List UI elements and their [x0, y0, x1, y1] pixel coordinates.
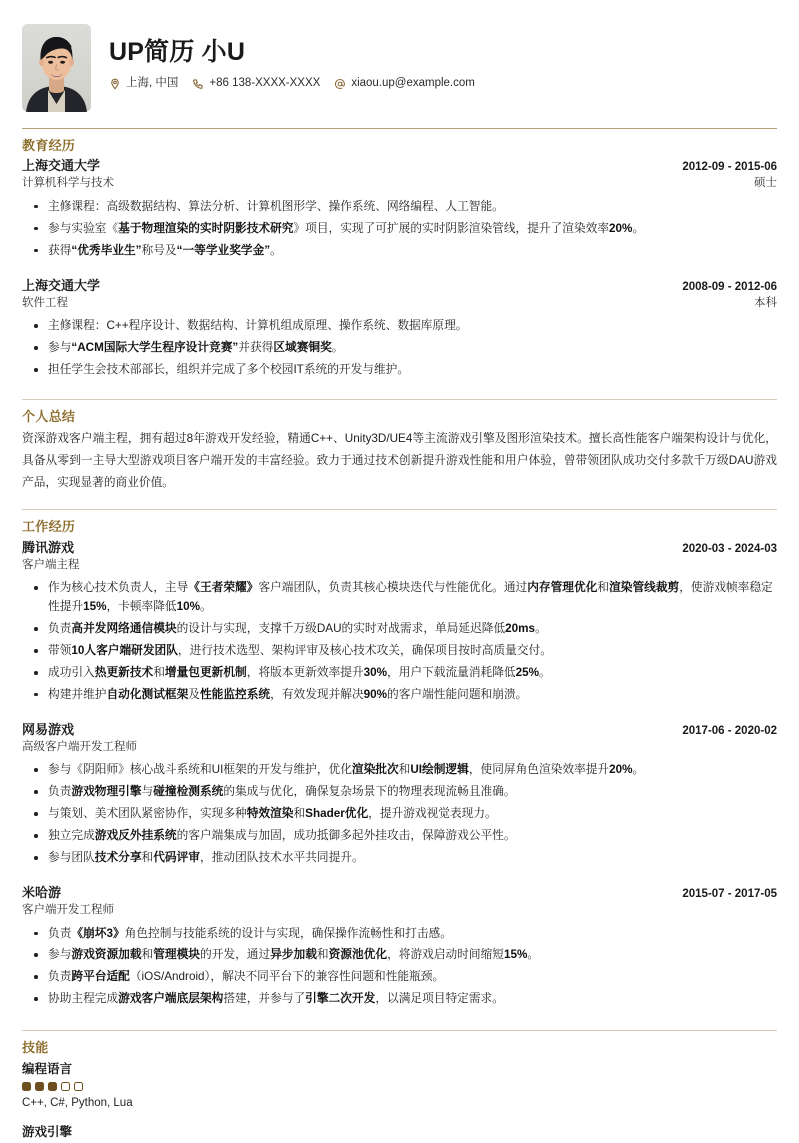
page-title: UP简历 小U — [109, 38, 246, 66]
education-entry — [22, 275, 777, 380]
rating-dot-empty — [74, 1082, 83, 1091]
list-item: 负责高并发网络通信模块的设计与实现，支撑千万级DAU的实时对战需求，单局延迟降低20ms。 — [22, 620, 777, 639]
list-item: 参与“ACM国际大学生程序设计竞赛”并获得区域赛铜奖。 — [22, 339, 777, 358]
list-item: 参与团队技术分享和代码评审，推动团队技术水平共同提升。 — [22, 849, 777, 868]
section-divider — [22, 1030, 777, 1031]
section-work — [22, 509, 777, 1014]
education-major: 计算机科学与技术 — [22, 177, 114, 190]
section-divider — [22, 509, 777, 510]
list-item: 担任学生会技术部部长，组织并完成了多个校园IT系统的开发与维护。 — [22, 361, 777, 380]
work-role: 客户端主程 — [22, 558, 80, 571]
list-item: 参与《阴阳师》核心战斗系统和UI框架的开发与维护，优化渲染批次和UI绘制逻辑，使同屏角色渲染效率提升20%。 — [22, 761, 777, 780]
work-role: 客户端开发工程师 — [22, 904, 114, 916]
education-org: 上海交通大学 — [22, 277, 101, 293]
list-item: 与策划、美术团队紧密协作，实现多种特效渲染和Shader优化，提升游戏视觉表现力。 — [22, 805, 777, 824]
work-entry — [22, 537, 777, 705]
contact-email — [334, 78, 475, 90]
list-item: 主修课程：C++程序设计、数据结构、计算机组成原理、操作系统、数据库原理。 — [22, 317, 777, 336]
entry-head — [22, 885, 777, 902]
list-item: 负责《崩坏3》角色控制与技能系统的设计与实现，确保操作流畅性和打击感。 — [22, 925, 777, 944]
contact-phone — [192, 78, 320, 90]
section-divider — [22, 128, 777, 129]
list-item: 参与游戏资源加载和管理模块的开发，通过异步加载和资源池优化，将游戏启动时间缩短15%。 — [22, 946, 777, 965]
list-item: 参与实验室《基于物理渲染的实时阴影技术研究》项目，实现了可扩展的实时阴影渲染管线，提升了渲染效率20%。 — [22, 220, 777, 239]
education-degree: 本科 — [754, 296, 777, 309]
entry-head — [22, 722, 777, 739]
work-date: 2017-06 - 2020-02 — [682, 724, 777, 737]
skill-group-name: 编程语言 — [22, 1061, 73, 1076]
summary-text: 资深游戏客户端主程，拥有超过8年游戏开发经验，精通C++、Unity3D/UE4等主流游戏引擎及图形渲染技术。擅长高性能客户端架构设计与优化，具备从零到一主导大型游戏项目客户端开发的丰富经验。致力于通过技术创新提升游戏性能和用户体验，曾带领团队成功交付多款千万级DAU游戏产品，实现显著的商业价值。 — [22, 432, 777, 489]
work-date: 2020-03 - 2024-03 — [682, 542, 777, 555]
entry-sub — [22, 558, 777, 574]
education-org: 上海交通大学 — [22, 158, 101, 174]
section-skills — [22, 1030, 777, 1143]
section-title-summary: 个人总结 — [22, 408, 76, 424]
skill-group-name: 游戏引擎 — [22, 1125, 73, 1140]
list-item: 构建并维护自动化测试框架及性能监控系统，有效发现并解决90%的客户端性能问题和崩溃。 — [22, 686, 777, 705]
rating-dot-filled — [35, 1082, 44, 1091]
list-item: 协助主程完成游戏客户端底层架构搭建，并参与了引擎二次开发，以满足项目特定需求。 — [22, 990, 777, 1009]
location-pin-icon — [109, 78, 121, 90]
entry-head — [22, 278, 777, 295]
contact-email-text: xiaou.up@example.com — [351, 77, 475, 89]
entry-head — [22, 158, 777, 175]
education-degree: 硕士 — [754, 177, 777, 190]
section-title-work: 工作经历 — [22, 519, 76, 535]
section-summary — [22, 399, 777, 496]
rating-dot-filled — [22, 1082, 31, 1091]
entry-sub — [22, 176, 777, 192]
education-bullets — [22, 317, 777, 380]
education-major: 软件工程 — [22, 296, 68, 309]
contact-phone-text: +86 138-XXXX-XXXX — [209, 77, 321, 89]
list-item: 作为核心技术负责人，主导《王者荣耀》客户端团队，负责其核心模块迭代与性能优化。通过内存管理优化和渲染管线裁剪，使游戏帧率稳定性提升15%，卡顿率降低10%。 — [22, 579, 777, 617]
contact-row — [109, 78, 777, 90]
list-item: 负责跨平台适配（iOS/Android），解决不同平台下的兼容性问题和性能瓶颈。 — [22, 968, 777, 987]
education-entry — [22, 155, 777, 260]
entry-sub — [22, 296, 777, 312]
rating-dot-filled — [48, 1082, 57, 1091]
email-at-icon — [334, 78, 346, 90]
work-entry — [22, 719, 777, 868]
skill-rating — [22, 1082, 777, 1091]
skill-items: C++, C#, Python, Lua — [22, 1097, 133, 1110]
work-date: 2015-07 - 2017-05 — [682, 888, 777, 901]
work-bullets — [22, 925, 777, 1010]
section-education — [22, 128, 777, 385]
work-company: 网易游戏 — [22, 721, 75, 737]
rating-dot-empty — [61, 1082, 70, 1091]
skill-group — [22, 1061, 777, 1113]
list-item: 带领10人客户端研发团队，进行技术选型、架构评审及核心技术攻关，确保项目按时高质量交付。 — [22, 642, 777, 661]
education-date: 2012-09 - 2015-06 — [682, 161, 777, 174]
entry-sub — [22, 740, 777, 756]
list-item: 负责游戏物理引擎与碰撞检测系统的集成与优化，确保复杂场景下的物理表现流畅且准确。 — [22, 783, 777, 802]
skill-group — [22, 1124, 777, 1141]
entry-sub — [22, 903, 777, 919]
education-bullets — [22, 198, 777, 261]
list-item: 获得“优秀毕业生”称号及“一等学业奖学金”。 — [22, 242, 777, 261]
list-item: 成功引入热更新技术和增量包更新机制，将版本更新效率提升30%，用户下载流量消耗降低25%。 — [22, 664, 777, 683]
header-text — [109, 24, 777, 90]
education-date: 2008-09 - 2012-06 — [682, 280, 777, 293]
resume-header — [22, 24, 777, 128]
work-bullets — [22, 579, 777, 705]
list-item: 独立完成游戏反外挂系统的客户端集成与加固，成功抵御多起外挂攻击，保障游戏公平性。 — [22, 827, 777, 846]
phone-icon — [192, 78, 204, 90]
work-bullets — [22, 761, 777, 868]
section-title-education: 教育经历 — [22, 138, 76, 153]
avatar — [22, 24, 91, 112]
work-company: 腾讯游戏 — [22, 539, 75, 555]
entry-head — [22, 540, 777, 557]
work-company: 米哈游 — [22, 885, 62, 901]
work-role: 高级客户端开发工程师 — [22, 740, 137, 753]
section-title-skills: 技能 — [22, 1040, 49, 1056]
contact-location-text: 上海, 中国 — [126, 77, 179, 89]
contact-location — [109, 78, 178, 90]
list-item: 主修课程：高级数据结构、算法分析、计算机图形学、操作系统、网络编程、人工智能。 — [22, 198, 777, 217]
work-entry — [22, 882, 777, 1009]
section-divider — [22, 399, 777, 400]
